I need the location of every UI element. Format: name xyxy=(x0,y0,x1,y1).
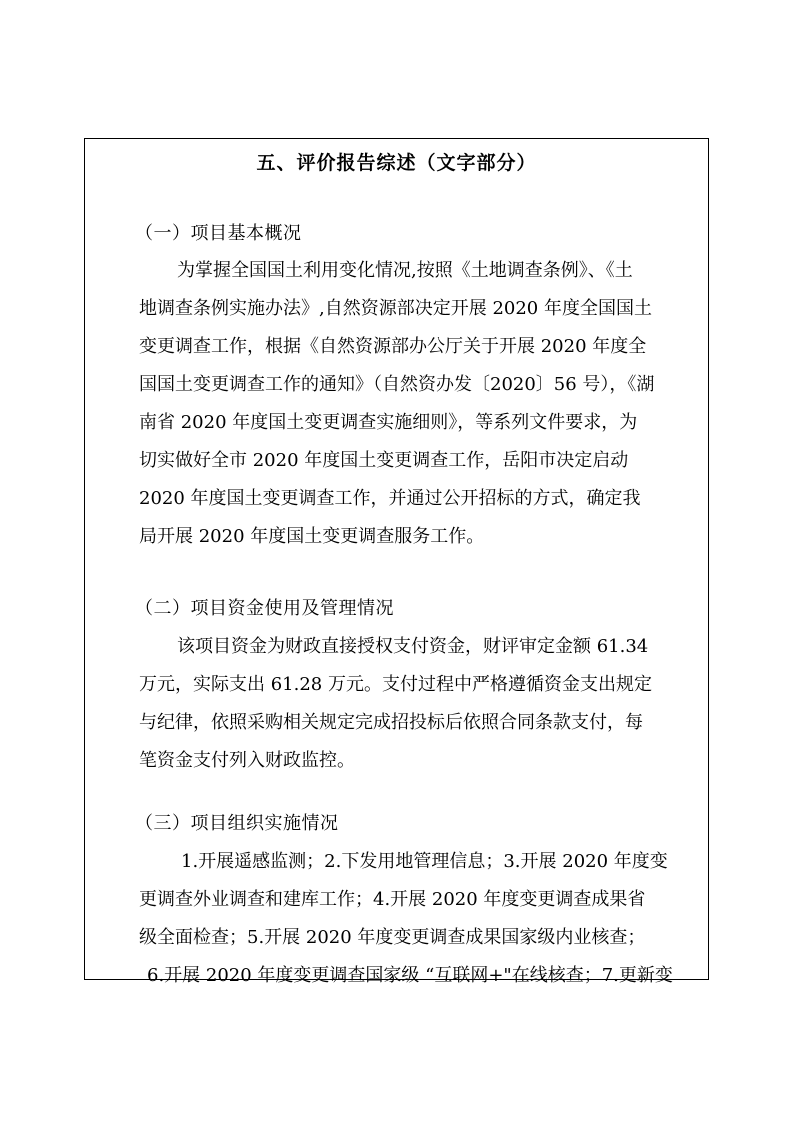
section1-line: 2020 年度国土变更调查工作，并通过公开招标的方式，确定我 xyxy=(139,488,641,509)
section1-line: 局开展 2020 年度国土变更调查服务工作。 xyxy=(139,526,485,547)
section3-line: 6.开展 2020 年度变更调查国家级 “互联网+"在线核查；7.更新变 xyxy=(147,965,673,986)
section2-line: 万元，实际支出 61.28 万元。支付过程中严格遵循资金支出规定 xyxy=(139,674,652,695)
section1-line: 变更调查工作，根据《自然资源部办公厅关于开展 2020 年度全 xyxy=(139,336,647,357)
section2-line: 笔资金支付列入财政监控。 xyxy=(139,750,355,771)
section2-heading: （二）项目资金使用及管理情况 xyxy=(135,598,394,619)
section3-line: 更调查外业调查和建库工作；4.开展 2020 年度变更调查成果省 xyxy=(139,889,646,910)
page-title: 五、评价报告综述（文字部分） xyxy=(256,152,537,174)
section3-line: 级全面检查；5.开展 2020 年度变更调查成果国家级内业核查； xyxy=(139,927,646,948)
section1-line: 国国土变更调查工作的通知》（自然资办发〔2020〕56 号），《湖 xyxy=(139,374,655,395)
section1-heading: （一）项目基本概况 xyxy=(135,223,302,244)
section1-line: 切实做好全市 2020 年度国土变更调查工作，岳阳市决定启动 xyxy=(139,450,629,471)
section1-line: 南省 2020 年度国土变更调查实施细则》，等系列文件要求，为 xyxy=(139,412,638,433)
section2-line: 与纪律，依照采购相关规定完成招投标后依照合同条款支付，每 xyxy=(139,712,643,733)
section1-line: 地调查条例实施办法》,自然资源部决定开展 2020 年度全国国土 xyxy=(139,298,652,319)
report-frame xyxy=(84,138,709,986)
section3-line: 1.开展遥感监测；2.下发用地管理信息；3.开展 2020 年度变 xyxy=(181,851,668,872)
section3-heading: （三）项目组织实施情况 xyxy=(135,813,339,834)
section2-line: 该项目资金为财政直接授权支付资金，财评审定金额 61.34 xyxy=(177,636,649,657)
section1-line: 为掌握全国国土利用变化情况,按照《土地调查条例》、《土 xyxy=(177,260,633,281)
